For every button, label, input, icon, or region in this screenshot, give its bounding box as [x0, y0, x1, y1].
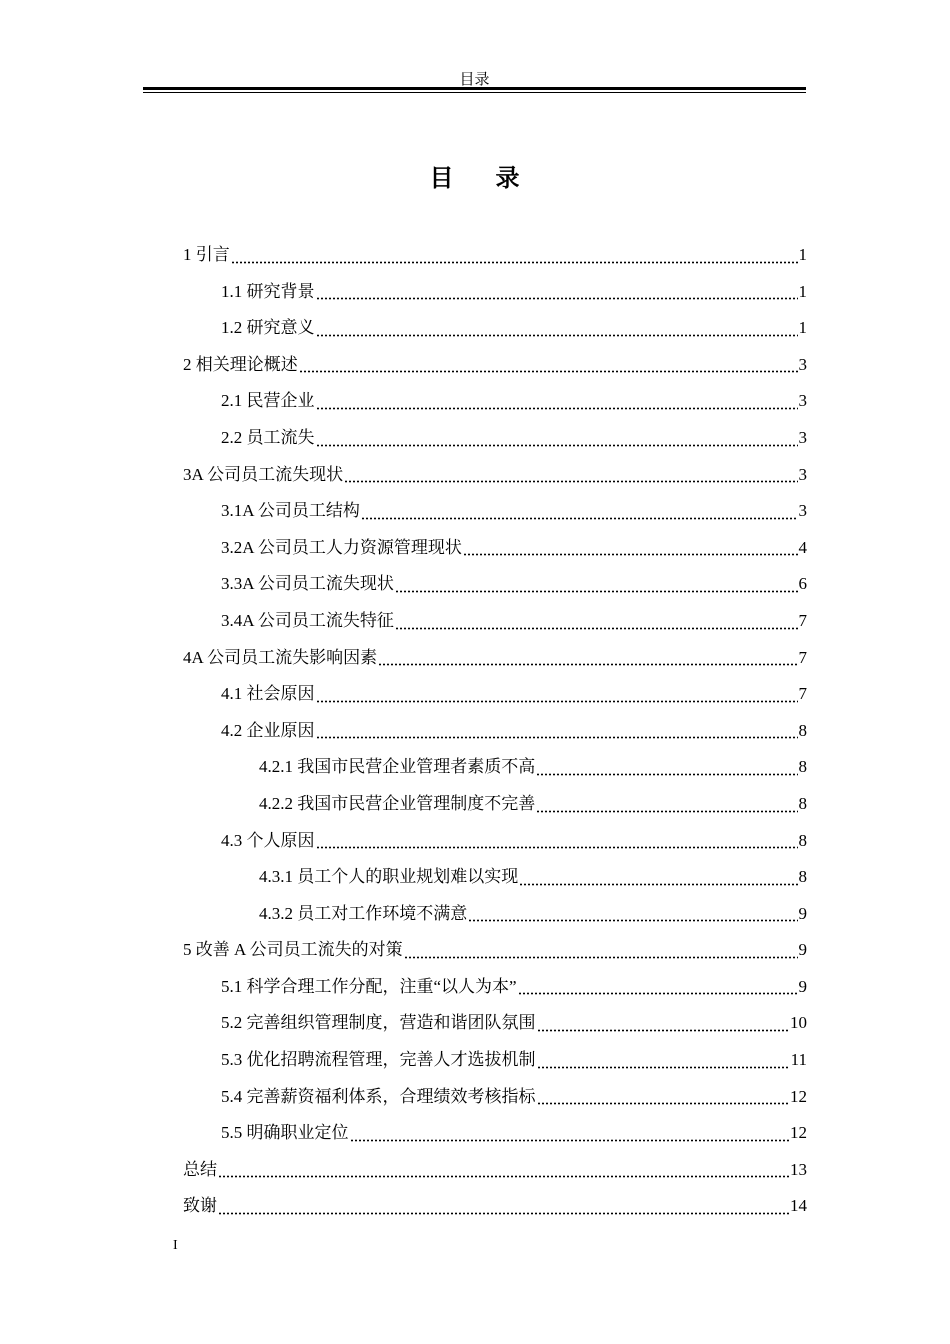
- toc-entry-title: 总结: [183, 1159, 217, 1179]
- toc-entry[interactable]: [183, 1079, 807, 1116]
- toc-entry[interactable]: [183, 749, 807, 786]
- toc-leader-dots: [218, 1164, 789, 1178]
- toc-entry-title: 3.4A 公司员工流失特征: [221, 610, 394, 630]
- toc-leader-dots: [378, 652, 797, 666]
- toc-entry-page: 8: [798, 720, 807, 740]
- toc-leader-dots: [404, 945, 798, 959]
- toc-entry-page: 8: [798, 867, 807, 887]
- toc-leader-dots: [536, 762, 797, 776]
- toc-leader-dots: [299, 359, 798, 373]
- toc-entry[interactable]: [183, 676, 807, 713]
- toc-entry[interactable]: [183, 237, 807, 274]
- toc-entry[interactable]: [183, 786, 807, 823]
- toc-entry-title: 1.1 研究背景: [221, 281, 315, 301]
- toc-entry-title: 2.1 民营企业: [221, 391, 315, 411]
- toc-entry-page: 4: [798, 537, 807, 557]
- toc-entry-page: 9: [798, 940, 807, 960]
- toc-entry-title: 5.3 优化招聘流程管理，完善人才选拔机制: [221, 1050, 536, 1070]
- table-of-contents: [183, 237, 807, 1225]
- toc-entry-page: 3: [798, 427, 807, 447]
- toc-entry-title: 2 相关理论概述: [183, 354, 298, 374]
- toc-entry-page: 6: [798, 574, 807, 594]
- toc-entry-title: 5.2 完善组织管理制度，营造和谐团队氛围: [221, 1013, 536, 1033]
- toc-entry-page: 8: [798, 793, 807, 813]
- toc-entry-title: 3.3A 公司员工流失现状: [221, 574, 394, 594]
- toc-leader-dots: [518, 981, 798, 995]
- toc-entry[interactable]: [183, 603, 807, 640]
- toc-entry-title: 2.2 员工流失: [221, 427, 315, 447]
- toc-entry[interactable]: [183, 896, 807, 933]
- toc-entry-title: 4.2.1 我国市民营企业管理者素质不高: [259, 757, 536, 777]
- toc-entry[interactable]: [183, 530, 807, 567]
- toc-entry-title: 3.1A 公司员工结构: [221, 501, 360, 521]
- toc-leader-dots: [316, 433, 798, 447]
- toc-entry-page: 8: [798, 830, 807, 850]
- toc-entry-page: 3: [798, 354, 807, 374]
- page-title: 目 录: [429, 166, 538, 192]
- toc-entry-title: 5 改善 A 公司员工流失的对策: [183, 940, 403, 960]
- toc-entry-title: 1 引言: [183, 245, 230, 264]
- toc-entry-title: 1.2 研究意义: [221, 318, 315, 338]
- toc-leader-dots: [316, 396, 798, 410]
- page-number: I: [173, 1238, 178, 1253]
- toc-entry-page: 7: [798, 610, 807, 630]
- toc-entry-page: 8: [798, 757, 807, 777]
- toc-entry-title: 4.2 企业原因: [221, 720, 315, 740]
- toc-leader-dots: [350, 1128, 790, 1142]
- toc-entry-title: 4.3.1 员工个人的职业规划难以实现: [259, 867, 519, 887]
- toc-entry[interactable]: [183, 457, 807, 494]
- toc-entry-title: 3.2A 公司员工人力资源管理现状: [221, 537, 462, 557]
- toc-leader-dots: [536, 799, 797, 813]
- toc-leader-dots: [218, 1201, 789, 1215]
- toc-leader-dots: [316, 323, 798, 337]
- toc-leader-dots: [344, 469, 797, 483]
- toc-entry[interactable]: [183, 1115, 807, 1152]
- toc-leader-dots: [463, 542, 798, 556]
- toc-leader-dots: [537, 1091, 790, 1105]
- toc-entry-page: 1: [798, 245, 807, 264]
- toc-entry-page: 3: [798, 464, 807, 484]
- toc-entry-title: 4A 公司员工流失影响因素: [183, 647, 378, 667]
- toc-entry-page: 11: [790, 1050, 807, 1070]
- toc-entry-page: 7: [798, 684, 807, 704]
- toc-entry[interactable]: [183, 1188, 807, 1225]
- toc-entry[interactable]: [183, 713, 807, 750]
- toc-entry-page: 10: [790, 1013, 807, 1033]
- header-rule-thin: [143, 92, 806, 93]
- toc-entry-title: 5.5 明确职业定位: [221, 1123, 349, 1143]
- toc-entry-title: 5.1 科学合理工作分配，注重“以人为本”: [221, 976, 517, 996]
- toc-leader-dots: [316, 689, 798, 703]
- toc-entry-page: 12: [790, 1086, 807, 1106]
- toc-entry[interactable]: [183, 347, 807, 384]
- toc-entry-page: 3: [798, 391, 807, 411]
- toc-entry-title: 致谢: [183, 1196, 217, 1216]
- toc-leader-dots: [468, 908, 797, 922]
- toc-leader-dots: [231, 250, 798, 264]
- toc-leader-dots: [537, 1018, 790, 1032]
- toc-entry-page: 9: [798, 976, 807, 996]
- toc-entry[interactable]: [183, 383, 807, 420]
- toc-entry[interactable]: [183, 274, 807, 311]
- toc-entry-page: 1: [798, 318, 807, 338]
- toc-entry[interactable]: [183, 969, 807, 1006]
- toc-entry-page: 14: [790, 1196, 807, 1216]
- toc-leader-dots: [395, 579, 798, 593]
- toc-entry[interactable]: [183, 1042, 807, 1079]
- toc-entry[interactable]: [183, 1152, 807, 1189]
- toc-entry[interactable]: [183, 420, 807, 457]
- toc-entry-title: 3A 公司员工流失现状: [183, 464, 344, 484]
- toc-entry-title: 4.2.2 我国市民营企业管理制度不完善: [259, 793, 536, 813]
- toc-leader-dots: [316, 725, 798, 739]
- toc-entry-title: 4.3 个人原因: [221, 830, 315, 850]
- toc-entry-page: 12: [790, 1123, 807, 1143]
- toc-leader-dots: [395, 616, 798, 630]
- toc-entry-page: 13: [790, 1159, 807, 1179]
- toc-entry-page: 7: [798, 647, 807, 667]
- toc-entry-page: 9: [798, 903, 807, 923]
- toc-leader-dots: [519, 872, 797, 886]
- toc-entry-title: 4.3.2 员工对工作环境不满意: [259, 903, 468, 923]
- toc-entry-page: 3: [798, 501, 807, 521]
- toc-entry[interactable]: [183, 640, 807, 677]
- toc-leader-dots: [361, 506, 798, 520]
- toc-entry-title: 4.1 社会原因: [221, 684, 315, 704]
- toc-leader-dots: [316, 835, 798, 849]
- toc-leader-dots: [316, 286, 798, 300]
- toc-entry[interactable]: [183, 566, 807, 603]
- toc-leader-dots: [537, 1055, 790, 1069]
- toc-entry[interactable]: [183, 493, 807, 530]
- toc-entry-page: 1: [798, 281, 807, 301]
- running-header: 目录: [459, 72, 490, 88]
- toc-entry[interactable]: [183, 823, 807, 860]
- toc-entry[interactable]: [183, 310, 807, 347]
- toc-entry[interactable]: [183, 1005, 807, 1042]
- toc-entry[interactable]: [183, 932, 807, 969]
- toc-entry[interactable]: [183, 859, 807, 896]
- toc-entry-title: 5.4 完善薪资福利体系，合理绩效考核指标: [221, 1086, 536, 1106]
- header-rule-thick: [143, 87, 806, 90]
